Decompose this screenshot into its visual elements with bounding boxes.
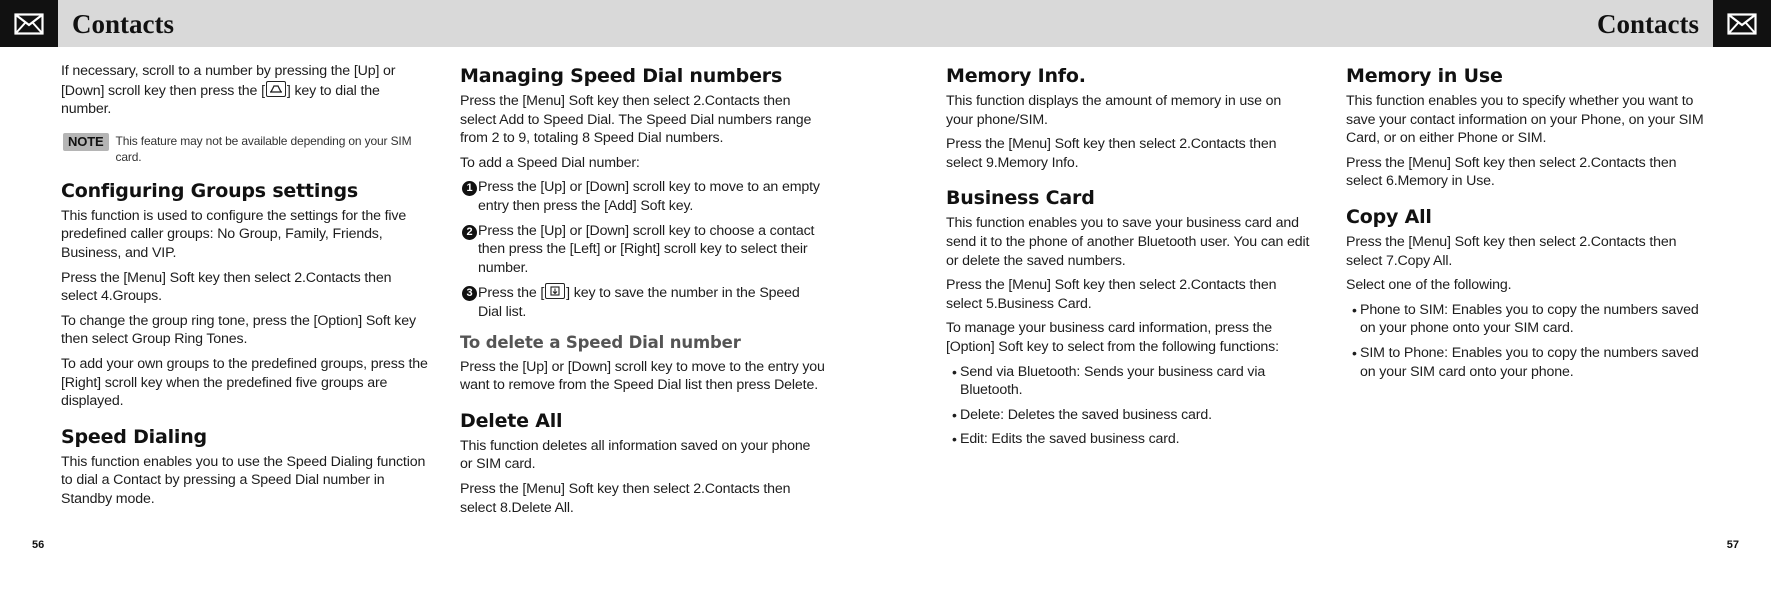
bullet-icon: • [952,363,957,380]
page-number-left: 56 [32,539,45,551]
step-text: Press the [Up] or [Down] scroll key to move to an empty entry then press the [Add] Soft key. [478,179,820,214]
section-heading-memory-info: Memory Info. [946,65,1086,87]
paragraph: Press the [Menu] Soft key then select 2.Contacts then select 8.Delete All. [460,480,791,516]
paragraph: This function is used to configure the settings for the five predefined caller groups: No Group, Family, Friends, Business, and VIP. [61,207,407,261]
section-heading-groups: Configuring Groups settings [61,179,359,202]
paragraph: Select one of the following. [1346,277,1512,294]
step-number: 2 [462,225,477,240]
paragraph: This function enables you to use the Speed Dialing function to dial a Contact by pressing a Speed Dial number in Standby mode. [61,453,426,507]
envelope-icon [1713,0,1771,47]
paragraph: This function enables you to save your business card and send it to the phone of another Bluetooth user. You can edit or delete the saved numbers. [946,215,1310,269]
bullet-text: Send via Bluetooth: Sends your business card via Bluetooth. [960,363,1266,399]
paragraph: Press the [Menu] Soft key then select 2.Contacts then select 5.Business Card. [946,277,1277,312]
paragraph: Press the [Menu] Soft key then select 2.Contacts then select 4.Groups. [61,269,392,305]
paragraph: Press the [Up] or [Down] scroll key to move to the entry you want to remove from the Speed Dial list then press Delete. [460,358,825,394]
step-text: Press the [Up] or [Down] scroll key to choose a contact then press the [Left] or [Right] scroll key to select their number. [478,222,815,276]
paragraph: Press the [Menu] Soft key then select 2.Contacts then select 9.Memory Info. [946,136,1277,171]
bullet-item [1352,301,1711,338]
bullet-text: Phone to SIM: Enables you to copy the numbers saved on your phone onto your SIM card. [1360,301,1699,337]
envelope-icon [0,0,58,47]
bullet-text: SIM to Phone: Enables you to copy the numbers saved on your SIM card onto your phone. [1360,344,1699,380]
ok-key-icon [545,283,565,299]
bullet-icon: • [952,406,957,423]
column-2 [460,62,825,523]
column-4 [1346,62,1711,387]
note-box [63,133,429,165]
header-title-left: Contacts [72,9,174,39]
page-number-right: 57 [1726,539,1739,551]
bullet-text: Edit: Edits the saved business card. [960,431,1180,448]
bullet-icon: • [1352,301,1357,318]
paragraph: Press the [Menu] Soft key then select 2.Contacts then select Add to Speed Dial. The Speed Dial numbers range from 2 to 9, totaling 8 Speed Dial numbers. [460,93,812,147]
note-badge: NOTE [63,133,109,151]
header-bar [0,0,1771,47]
bullet-item [1352,344,1711,381]
paragraph: To manage your business card information, press the [Option] Soft key to select from the following functions: [946,320,1279,355]
paragraph: To add your own groups to the predefined groups, press the [Right] scroll key when the predefined five groups are displayed. [61,355,428,410]
bullet-text: Delete: Deletes the saved business card. [960,406,1212,423]
step-item [462,222,825,278]
step-item [462,178,825,215]
bullet-icon: • [1352,344,1357,361]
section-heading-memory-in-use: Memory in Use [1346,65,1503,87]
note-text: This feature may not be available depending on your SIM card. [115,133,412,164]
paragraph: To add a Speed Dial number: [460,154,640,171]
step-number: 1 [462,181,477,196]
step-item [462,283,825,321]
bullet-item [952,430,1311,449]
section-heading-business-card: Business Card [946,187,1095,210]
column-1 [61,62,429,515]
step-text: Press the [ ] key to save the number in the Speed Dial list. [478,285,800,320]
section-heading-managing-speed-dial: Managing Speed Dial numbers [460,65,783,87]
paragraph: This function displays the amount of memory in use on your phone/SIM. [946,93,1282,128]
intro-paragraph: If necessary, scroll to a number by pressing the [Up] or [Down] scroll key then press the [ ] key to dial the number. [61,63,396,118]
paragraph: Press the [Menu] Soft key then select 2.Contacts then select 6.Memory in Use. [1346,154,1677,190]
bullet-item [952,363,1311,400]
paragraph: This function enables you to specify whether you want to save your contact information on your Phone, on your SIM Card, or on either Phone or SIM. [1346,93,1704,147]
bullet-item [952,406,1311,425]
sub-heading-delete-speed-dial: To delete a Speed Dial number [460,332,741,352]
paragraph: Press the [Menu] Soft key then select 2.Contacts then select 7.Copy All. [1346,233,1677,269]
section-heading-copy-all: Copy All [1346,205,1432,228]
bullet-icon: • [952,431,957,448]
send-key-icon [266,81,286,97]
header-title-right: Contacts [1597,9,1699,39]
step-number: 3 [462,286,477,301]
section-heading-delete-all: Delete All [460,409,563,432]
paragraph: To change the group ring tone, press the [Option] Soft key then select Group Ring Tones. [61,312,416,348]
column-3 [946,62,1311,455]
paragraph: This function deletes all information saved on your phone or SIM card. [460,437,811,473]
section-heading-speed-dialing: Speed Dialing [61,425,207,448]
